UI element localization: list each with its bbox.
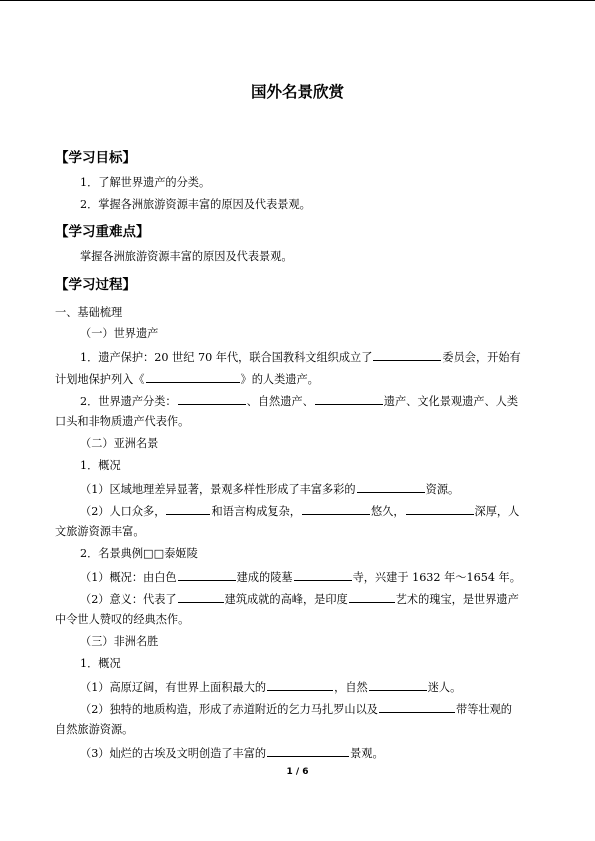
text-line: 1．遗产保护：20 世纪 70 年代，联合国教科文组织成立了 委员会，开始有 [80,348,540,365]
text-line: 1．概况 [80,459,121,472]
text-line: （1）概况：由白色 建成的陵墓 寺，兴建于 1632 年～1654 年。 [80,568,565,585]
text-line: 文旅游资源丰富。 [55,525,145,538]
section-heading-goals: 【学习目标】 [55,150,136,166]
subheading-basics: 一、基础梳理 [55,306,123,319]
subheading-africa: （三）非洲名胜 [80,635,159,648]
fill-blank[interactable] [166,502,210,515]
fill-blank[interactable] [178,590,224,603]
text-line: （1）高原辽阔，有世界上面积最大的 ，自然 迷人。 [80,678,565,695]
text-line: （2）独特的地质构造，形成了赤道附近的乞力马扎罗山以及 带等壮观的 [80,700,565,717]
text-line: 中令世人赞叹的经典杰作。 [55,613,190,626]
fill-blank[interactable] [315,392,383,405]
text-line: 口头和非物质遗产代表作。 [55,415,190,428]
fill-blank[interactable] [369,678,427,691]
text-line: （2）意义：代表了 建筑成就的高峰，是印度 艺术的瑰宝，是世界遗产 [80,590,565,607]
text-line: （2）人口众多， 和语言构成复杂， 悠久， 深厚，人 [80,502,565,519]
section-heading-process: 【学习过程】 [55,277,136,293]
fill-blank[interactable] [146,370,240,383]
goal-item: 2．掌握各洲旅游资源丰富的原因及代表景观。 [80,198,311,211]
fill-blank[interactable] [178,392,246,405]
fill-blank[interactable] [302,502,370,515]
fill-blank[interactable] [379,700,455,713]
fill-blank[interactable] [267,744,349,757]
page-title: 国外名景欣赏 [250,83,344,101]
fill-blank[interactable] [406,502,474,515]
text-line: （1）区域地理差异显著，景观多样性形成了丰富多彩的 资源。 [80,480,565,497]
fill-blank[interactable] [349,590,395,603]
top-border-line [0,0,595,1]
keypoint-text: 掌握各洲旅游资源丰富的原因及代表景观。 [80,250,293,263]
fill-blank[interactable] [178,568,236,581]
subheading-asia: （二）亚洲名景 [80,437,159,450]
text-line: 2．名景典例□□泰姬陵 [80,547,198,560]
fill-blank[interactable] [267,678,333,691]
text-line: 自然旅游资源。 [55,723,134,736]
section-heading-keypoints: 【学习重难点】 [55,224,150,240]
fill-blank[interactable] [357,480,425,493]
text-line: 计划地保护列入《 》的人类遗产。 [55,370,540,387]
text-line: 2．世界遗产分类： 、自然遗产、 遗产、文化景观遗产、人类 [80,392,565,409]
text-line: （3）灿烂的古埃及文明创造了丰富的 景观。 [80,744,565,761]
text-line: 1．概况 [80,657,121,670]
goal-item: 1．了解世界遗产的分类。 [80,176,211,189]
fill-blank[interactable] [373,348,441,361]
page-number: 1 / 6 [286,767,309,777]
subheading-world-heritage: （一）世界遗产 [80,327,159,340]
fill-blank[interactable] [294,568,352,581]
